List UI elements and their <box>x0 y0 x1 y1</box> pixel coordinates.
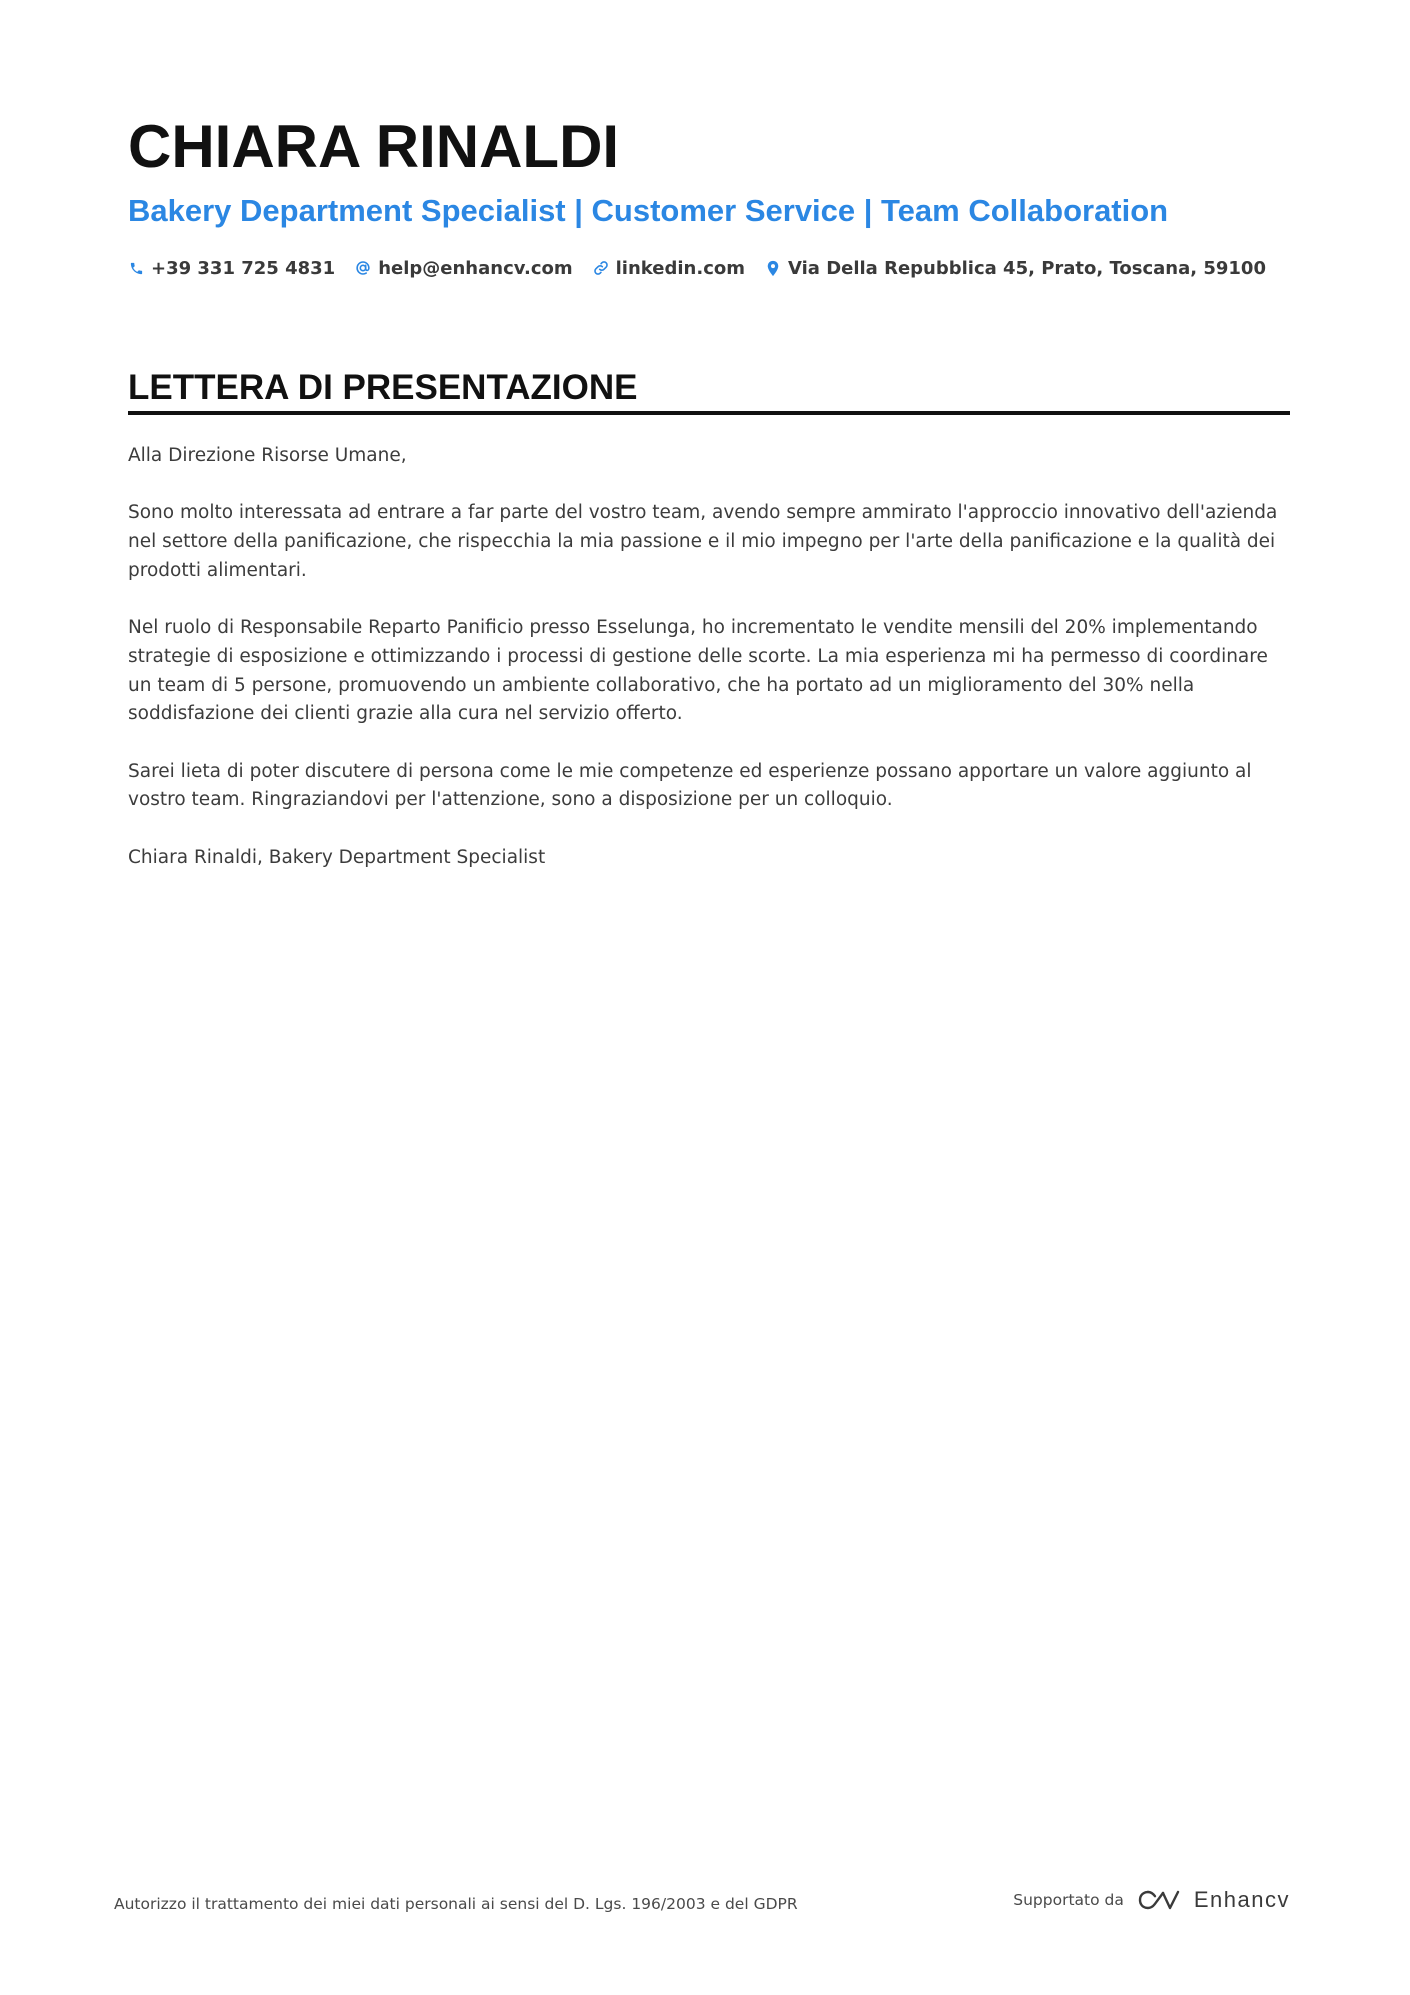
letter-body <box>128 442 1290 901</box>
letter-signature: Chiara Rinaldi, Bakery Department Specialist <box>128 846 546 868</box>
phone-number: +39 331 725 4831 <box>151 257 336 279</box>
contact-phone <box>128 258 335 279</box>
supported-by-label: Supportato da <box>1013 1891 1124 1909</box>
candidate-name: CHIARA RINALDI <box>128 113 620 180</box>
phone-icon <box>128 259 144 277</box>
privacy-consent: Autorizzo il trattamento dei miei dati personali ai sensi del D. Lgs. 196/2003 e del GDPR <box>114 1895 798 1913</box>
letter-salutation: Alla Direzione Risorse Umane, <box>128 445 407 466</box>
link-icon <box>593 259 609 277</box>
section-divider <box>128 411 1290 415</box>
section-title: LETTERA DI PRESENTAZIONE <box>128 368 638 407</box>
enhancv-logo-icon <box>1136 1886 1182 1914</box>
email-address[interactable]: help@enhancv.com <box>378 257 573 279</box>
postal-address: Via Della Repubblica 45, Prato, Toscana, 59100 <box>788 257 1266 279</box>
candidate-headline: Bakery Department Specialist | Customer Service | Team Collaboration <box>128 193 1169 228</box>
letter-paragraph: Nel ruolo di Responsabile Reparto Panificio presso Esselunga, ho incrementato le vendite mensili del 20% implementando strategie di esposizione e ottimizzando i processi di gestione delle scorte. La mia esperienza mi ha permesso di coordinare un team di 5 persone, promuovendo un ambiente collaborativo, che ha portato ad un miglioramento del 30% nella soddisfazione dei clienti grazie alla cura nel servizio offerto. <box>128 617 1268 725</box>
contact-address <box>765 258 1266 279</box>
contact-bar <box>128 253 1286 283</box>
letter-paragraph: Sono molto interessata ad entrare a far parte del vostro team, avendo sempre ammirato l'approccio innovativo dell'azienda nel settore della panificazione, che rispecchia la mia passione e il mio impegno per l'arte della panificazione e la qualità dei prodotti alimentari. <box>128 502 1278 581</box>
linkedin-link[interactable]: linkedin.com <box>615 257 745 279</box>
letter-paragraph: Sarei lieta di poter discutere di persona come le mie competenze ed esperienze possano apportare un valore aggiunto al vostro team. Ringraziandovi per l'attenzione, sono a disposizione per un colloquio. <box>128 760 1252 811</box>
location-pin-icon <box>765 259 781 277</box>
contact-email[interactable] <box>355 258 572 279</box>
at-icon <box>355 259 371 277</box>
brand-name[interactable]: Enhancv <box>1193 1887 1290 1912</box>
contact-link[interactable] <box>593 258 745 279</box>
footer-branding[interactable] <box>1013 1886 1290 1914</box>
